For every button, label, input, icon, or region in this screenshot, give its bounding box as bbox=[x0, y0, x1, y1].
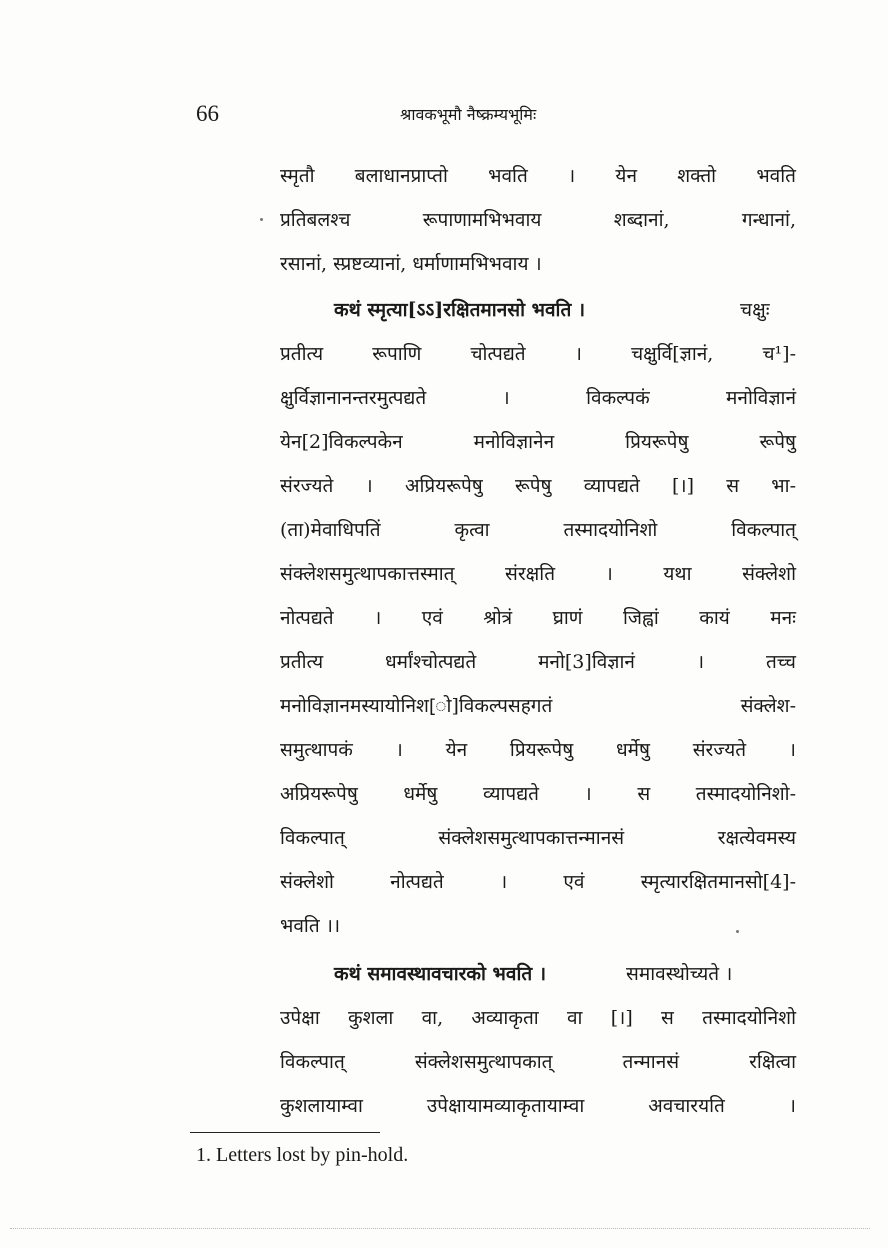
running-head bbox=[0, 98, 888, 130]
scan-speck bbox=[260, 218, 263, 221]
text-line: अप्रियरूपेषु धर्मेषु व्यापद्यते । स तस्मादयोनिशो- bbox=[280, 783, 796, 805]
page-number: 66 bbox=[196, 101, 219, 126]
text-line: संक्लेशो नोत्पद्यते । एवं स्मृत्यारक्षितमानसो[4]- bbox=[280, 871, 796, 893]
text-line: (ता)मेवाधिपतिं कृत्वा तस्मादयोनिशो विकल्पात् bbox=[280, 519, 796, 541]
footnote: 1. Letters lost by pin-hold. bbox=[196, 1144, 409, 1166]
scan-speck bbox=[736, 930, 739, 933]
section-heading: कथं स्मृत्या[ऽऽ]रक्षितमानसो भवति । bbox=[334, 299, 586, 321]
text-line: मनोविज्ञानमस्यायोनिश[ो]विकल्पसहगतं संक्लेश- bbox=[280, 695, 796, 717]
body-text bbox=[280, 158, 796, 1128]
section-heading: कथं समावस्थावचारको भवति । bbox=[334, 963, 547, 985]
text-line: भवति ।। bbox=[280, 915, 341, 937]
text-line: समावस्थोच्यते । bbox=[626, 963, 733, 985]
text-line: विकल्पात् संक्लेशसमुत्थापकात् तन्मानसं रक्षित्वा bbox=[280, 1051, 796, 1073]
text-line: रसानां, स्प्रष्टव्यानां, धर्माणामभिभवाय । bbox=[280, 253, 542, 275]
text-line: संक्लेशसमुत्थापकात्तस्मात् संरक्षति । यथा संक्लेशो bbox=[280, 563, 796, 585]
text-line: समुत्थापकं । येन प्रियरूपेषु धर्मेषु संरज्यते । bbox=[280, 739, 796, 761]
text-line: स्मृतौ बलाधानप्राप्तो भवति । येन शक्तो भवति bbox=[280, 165, 796, 187]
text-line: नोत्पद्यते । एवं श्रोत्रं घ्राणं जिह्वां कायं मनः bbox=[280, 607, 796, 629]
running-title: श्रावकभूमौ नैष्क्रम्यभूमिः bbox=[400, 105, 537, 124]
text-line: प्रतीत्य रूपाणि चोत्पद्यते । चक्षुर्वि[ज्ञानं, च¹]- bbox=[280, 343, 796, 365]
text-line: प्रतिबलश्च रूपाणामभिभवाय शब्दानां, गन्धानां, bbox=[280, 209, 796, 231]
text-line: चक्षुः bbox=[740, 299, 770, 321]
text-line: प्रतीत्य धर्मांश्चोत्पद्यते मनो[3]विज्ञानं । तच्च bbox=[280, 651, 796, 673]
text-line: क्षुर्विज्ञानानन्तरमुत्पद्यते । विकल्पकं मनोविज्ञानं bbox=[280, 387, 796, 409]
text-line: संरज्यते । अप्रियरूपेषु रूपेषु व्यापद्यते [।] स भा- bbox=[280, 475, 796, 497]
text-line: उपेक्षा कुशला वा, अव्याकृता वा [।] स तस्मादयोनिशो bbox=[280, 1007, 796, 1029]
scan-edge bbox=[10, 1228, 870, 1229]
text-line: विकल्पात् संक्लेशसमुत्थापकात्तन्मानसं रक्षत्येवमस्य bbox=[280, 827, 796, 849]
footnote-divider bbox=[190, 1132, 380, 1133]
text-line: कुशलायाम्वा उपेक्षायामव्याकृतायाम्वा अवचारयति । bbox=[280, 1095, 796, 1117]
text-line: येन[2]विकल्पकेन मनोविज्ञानेन प्रियरूपेषु रूपेषु bbox=[280, 431, 796, 453]
